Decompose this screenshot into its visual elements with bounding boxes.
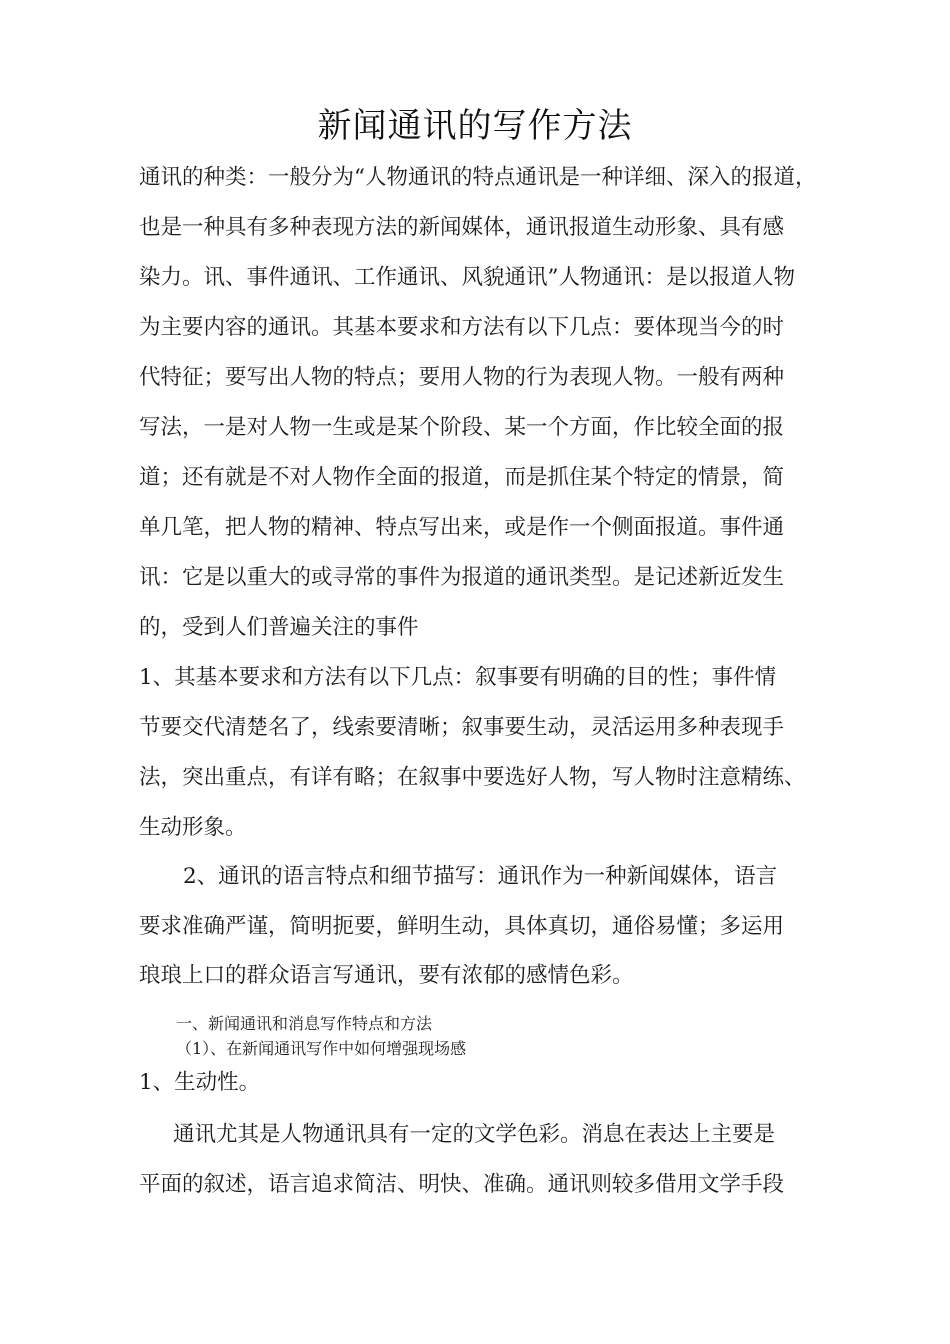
page-title: 新闻通讯的写作方法 — [317, 106, 633, 146]
paragraph-line: 节要交代清楚名了，线索要清晰；叙事要生动，灵活运用多种表现手 — [139, 715, 785, 740]
section-heading: 一、新闻通讯和消息写作特点和方法 — [176, 1014, 433, 1033]
paragraph-line: 也是一种具有多种表现方法的新闻媒体，通讯报道生动形象、具有感 — [139, 215, 785, 240]
paragraph-line: 琅琅上口的群众语言写通讯，要有浓郁的感情色彩。 — [139, 963, 634, 988]
paragraph-line: 法，突出重点，有详有略；在叙事中要选好人物，写人物时注意精练、 — [139, 765, 806, 790]
paragraph-line: 1、其基本要求和方法有以下几点：叙事要有明确的目的性；事件情 — [139, 665, 777, 690]
paragraph-line: 的，受到人们普遍关注的事件 — [139, 615, 419, 640]
paragraph-line: 2、通讯的语言特点和细节描写：通讯作为一种新闻媒体，语言 — [183, 864, 778, 889]
paragraph-line: 平面的叙述，语言追求简洁、明快、准确。通讯则较多借用文学手段 — [139, 1172, 785, 1197]
paragraph-line: 生动形象。 — [139, 815, 247, 840]
paragraph-line: 为主要内容的通讯。其基本要求和方法有以下几点：要体现当今的时 — [139, 315, 785, 340]
paragraph-line: 要求准确严谨，简明扼要，鲜明生动，具体真切，通俗易懂；多运用 — [139, 914, 785, 939]
subsection-title: 1、生动性。 — [139, 1070, 261, 1095]
paragraph-line: 通讯的种类：一般分为“人物通讯的特点通讯是一种详细、深入的报道， — [139, 165, 817, 190]
paragraph-line: 代特征；要写出人物的特点；要用人物的行为表现人物。一般有两种 — [139, 365, 785, 390]
paragraph-line: 讯：它是以重大的或寻常的事件为报道的通讯类型。是记述新近发生 — [139, 565, 785, 590]
paragraph-line: 道；还有就是不对人物作全面的报道，而是抓住某个特定的情景，简 — [139, 465, 785, 490]
paragraph-line: 染力。讯、事件通讯、工作通讯、风貌通讯”人物通讯：是以报道人物 — [139, 265, 795, 290]
paragraph-line: 通讯尤其是人物通讯具有一定的文学色彩。消息在表达上主要是 — [173, 1122, 776, 1147]
paragraph-line: 写法，一是对人物一生或是某个阶段、某一个方面，作比较全面的报 — [139, 415, 785, 440]
subsection-heading: （1）、在新闻通讯写作中如何增强现场感 — [176, 1039, 467, 1058]
paragraph-line: 单几笔，把人物的精神、特点写出来，或是作一个侧面报道。事件通 — [139, 515, 785, 540]
